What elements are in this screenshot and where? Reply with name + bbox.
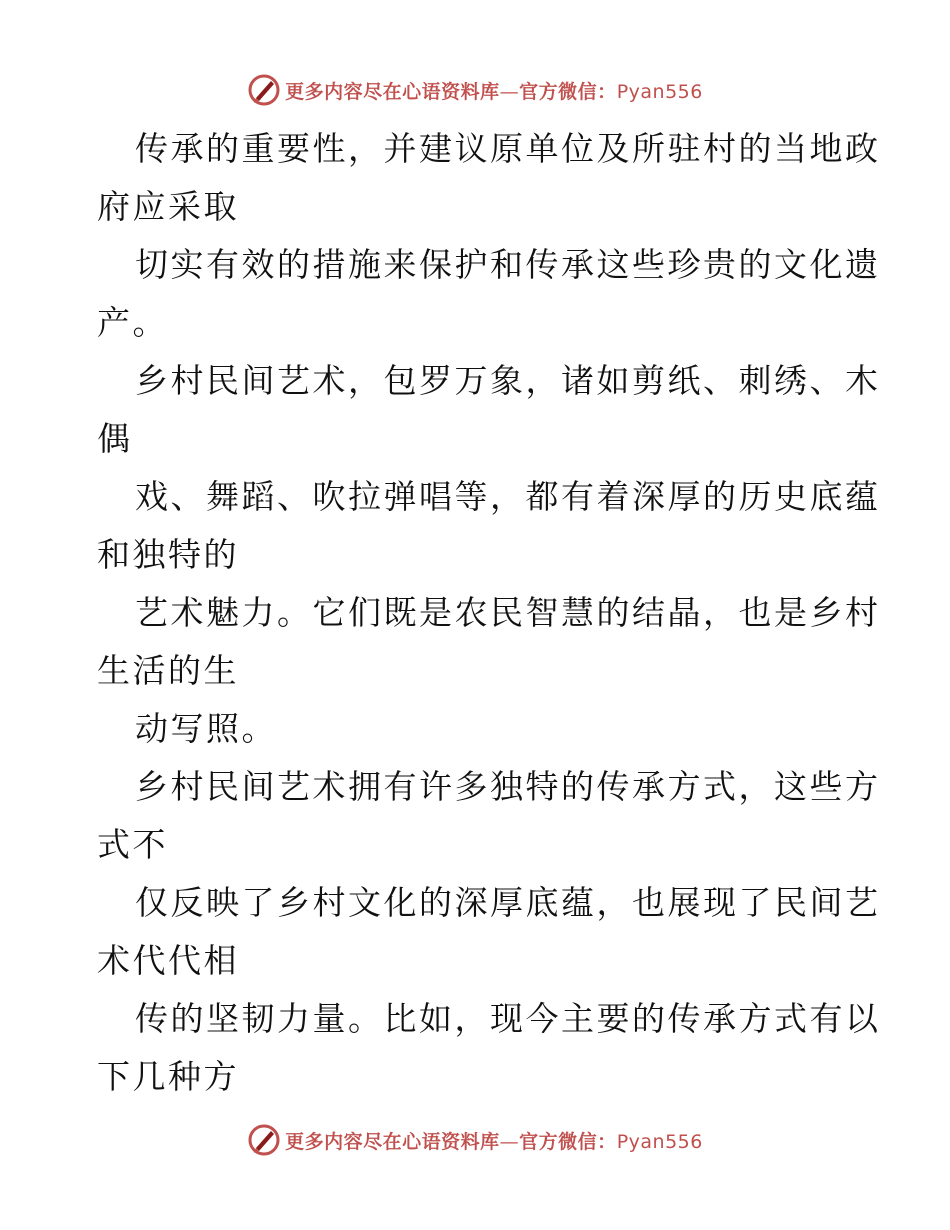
header-banner-text: 更多内容尽在心语资料库	[285, 80, 500, 103]
body-line: 传承的重要性，并建议原单位及所驻村的当地政	[135, 129, 881, 168]
body-line: 仅反映了乡村文化的深厚底蕴，也展现了民间艺	[135, 883, 881, 922]
body-line: 下几种方	[97, 1057, 239, 1096]
pen-logo-icon	[247, 73, 281, 107]
body-line: 产。	[97, 303, 168, 342]
footer-banner-text: 更多内容尽在心语资料库	[285, 1130, 500, 1153]
header-wechat-label: 官方微信：	[519, 80, 617, 103]
body-line: 传的坚韧力量。比如，现今主要的传承方式有以	[135, 999, 881, 1038]
header-wechat-id: Pyan556	[616, 80, 703, 103]
document-body	[97, 120, 881, 1106]
footer-banner	[0, 1120, 950, 1160]
body-line: 动写照。	[135, 709, 277, 748]
pen-logo-icon	[247, 1123, 281, 1157]
body-line: 乡村民间艺术拥有许多独特的传承方式，这些方	[135, 767, 881, 806]
body-line: 和独特的	[97, 535, 239, 574]
body-line: 切实有效的措施来保护和传承这些珍贵的文化遗	[135, 245, 881, 284]
body-line: 乡村民间艺术，包罗万象，诸如剪纸、刺绣、木	[135, 361, 881, 400]
footer-wechat-id: Pyan556	[616, 1130, 703, 1153]
body-line: 艺术魅力。它们既是农民智慧的结晶，也是乡村	[135, 593, 881, 632]
footer-banner-separator: —	[499, 1130, 520, 1153]
header-banner-separator: —	[499, 80, 520, 103]
body-line: 戏、舞蹈、吹拉弹唱等，都有着深厚的历史底蕴	[135, 477, 881, 516]
body-line: 偶	[97, 419, 133, 458]
body-line: 式不	[97, 825, 168, 864]
body-line: 生活的生	[97, 651, 239, 690]
body-line: 府应采取	[97, 187, 239, 226]
body-line: 术代代相	[97, 941, 239, 980]
header-banner	[0, 70, 950, 110]
footer-wechat-label: 官方微信：	[519, 1130, 617, 1153]
